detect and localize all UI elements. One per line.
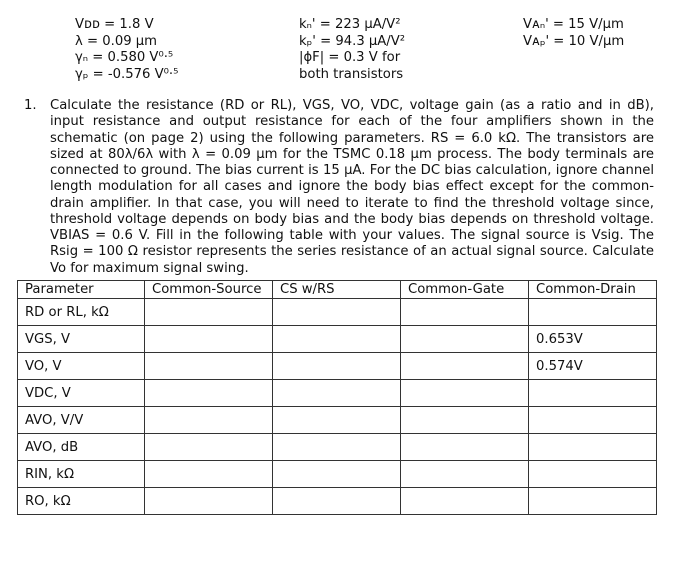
table-cell[interactable] — [145, 461, 273, 488]
param-phi-f-note: both transistors — [299, 66, 404, 82]
table-cell[interactable] — [273, 488, 401, 515]
table-cell[interactable] — [145, 407, 273, 434]
row-label: RIN, kΩ — [18, 461, 145, 488]
table-row — [18, 488, 657, 515]
row-label: RD or RL, kΩ — [18, 299, 145, 326]
table-cell[interactable] — [273, 326, 401, 353]
table-cell[interactable] — [401, 488, 529, 515]
param-phi-f: |ϕF| = 0.3 V for — [299, 50, 401, 66]
table-cell[interactable] — [401, 407, 529, 434]
problem-text: Calculate the resistance (RD or RL), VGS, VO, VDC, voltage gain (as a ratio and in dB), input resistance and output resistance for each of the four amplifiers shown in the schematic (on page 2) using the following parameters. RS = 6.0 kΩ. The transistors are sized at 80λ/6λ with λ = 0.09 μm for the TSMC 0.18 μm process. The body terminals are connected to ground. The bias current is 15 μA. For the DC bias calculation, ignore channel length modulation for all cases and ignore the body bias effect except for the common-drain amplifier. In that case, you will need to iterate to find the threshold voltage since, threshold voltage depends on body bias and the body bias depends on threshold voltage. VBIAS = 0.6 V. Fill in the following table with your values. The signal source is Vsig. The Rsig = 100 Ω resistor represents the series resistance of an actual signal source. Calculate Vo for maximum signal swing. — [50, 98, 654, 276]
row-label: RO, kΩ — [18, 488, 145, 515]
header-common-source: Common-Source — [145, 281, 273, 299]
header-parameter: Parameter — [18, 281, 145, 299]
table-cell[interactable] — [145, 299, 273, 326]
table-cell[interactable] — [273, 434, 401, 461]
table-cell[interactable] — [529, 488, 657, 515]
header-common-drain: Common-Drain — [529, 281, 657, 299]
row-label: AVO, dB — [18, 434, 145, 461]
table-cell[interactable] — [529, 299, 657, 326]
table-cell[interactable] — [145, 326, 273, 353]
table-cell[interactable] — [145, 380, 273, 407]
row-label: VGS, V — [18, 326, 145, 353]
problem-statement — [24, 98, 654, 277]
table-cell[interactable] — [529, 407, 657, 434]
param-gamma-p: γₚ = -0.576 V⁰·⁵ — [75, 66, 179, 82]
table-cell[interactable] — [529, 461, 657, 488]
results-table — [17, 280, 657, 515]
params-column-2 — [299, 17, 405, 83]
row-label: AVO, V/V — [18, 407, 145, 434]
table-cell[interactable] — [273, 353, 401, 380]
param-van: Vᴀₙ' = 15 V/μm — [523, 17, 624, 32]
table-cell[interactable] — [401, 434, 529, 461]
table-cell[interactable]: 0.574V — [529, 353, 657, 380]
table-cell[interactable] — [145, 353, 273, 380]
table-cell[interactable] — [401, 326, 529, 353]
table-row — [18, 353, 657, 380]
table-cell[interactable] — [273, 380, 401, 407]
header-cs-w-rs: CS w/RS — [273, 281, 401, 299]
table-row — [18, 461, 657, 488]
header-common-gate: Common-Gate — [401, 281, 529, 299]
row-label: VDC, V — [18, 380, 145, 407]
param-kp: kₚ' = 94.3 μA/V² — [299, 33, 406, 49]
table-cell[interactable] — [401, 353, 529, 380]
table-cell[interactable]: 0.653V — [529, 326, 657, 353]
table-cell[interactable] — [145, 488, 273, 515]
table-cell[interactable] — [273, 407, 401, 434]
table-row — [18, 407, 657, 434]
param-lambda: λ = 0.09 μm — [75, 33, 158, 49]
param-vap: Vᴀₚ' = 10 V/μm — [523, 33, 625, 49]
params-column-1 — [75, 17, 178, 83]
params-column-3 — [523, 17, 624, 50]
table-cell[interactable] — [401, 380, 529, 407]
table-cell[interactable] — [529, 380, 657, 407]
table-cell[interactable] — [273, 299, 401, 326]
row-label: VO, V — [18, 353, 145, 380]
table-row — [18, 434, 657, 461]
table-cell[interactable] — [401, 461, 529, 488]
top-cropped-text — [0, 0, 674, 4]
table-cell[interactable] — [273, 461, 401, 488]
table-cell[interactable] — [529, 434, 657, 461]
table-cell[interactable] — [145, 434, 273, 461]
table-cell[interactable] — [401, 299, 529, 326]
table-row — [18, 380, 657, 407]
table-row — [18, 299, 657, 326]
problem-number: 1. — [24, 98, 37, 113]
param-gamma-n: γₙ = 0.580 V⁰·⁵ — [75, 50, 174, 66]
table-row — [18, 326, 657, 353]
param-kn: kₙ' = 223 μA/V² — [299, 17, 401, 32]
param-vdd: Vᴅᴅ = 1.8 V — [75, 17, 154, 32]
table-header-row — [18, 281, 657, 299]
